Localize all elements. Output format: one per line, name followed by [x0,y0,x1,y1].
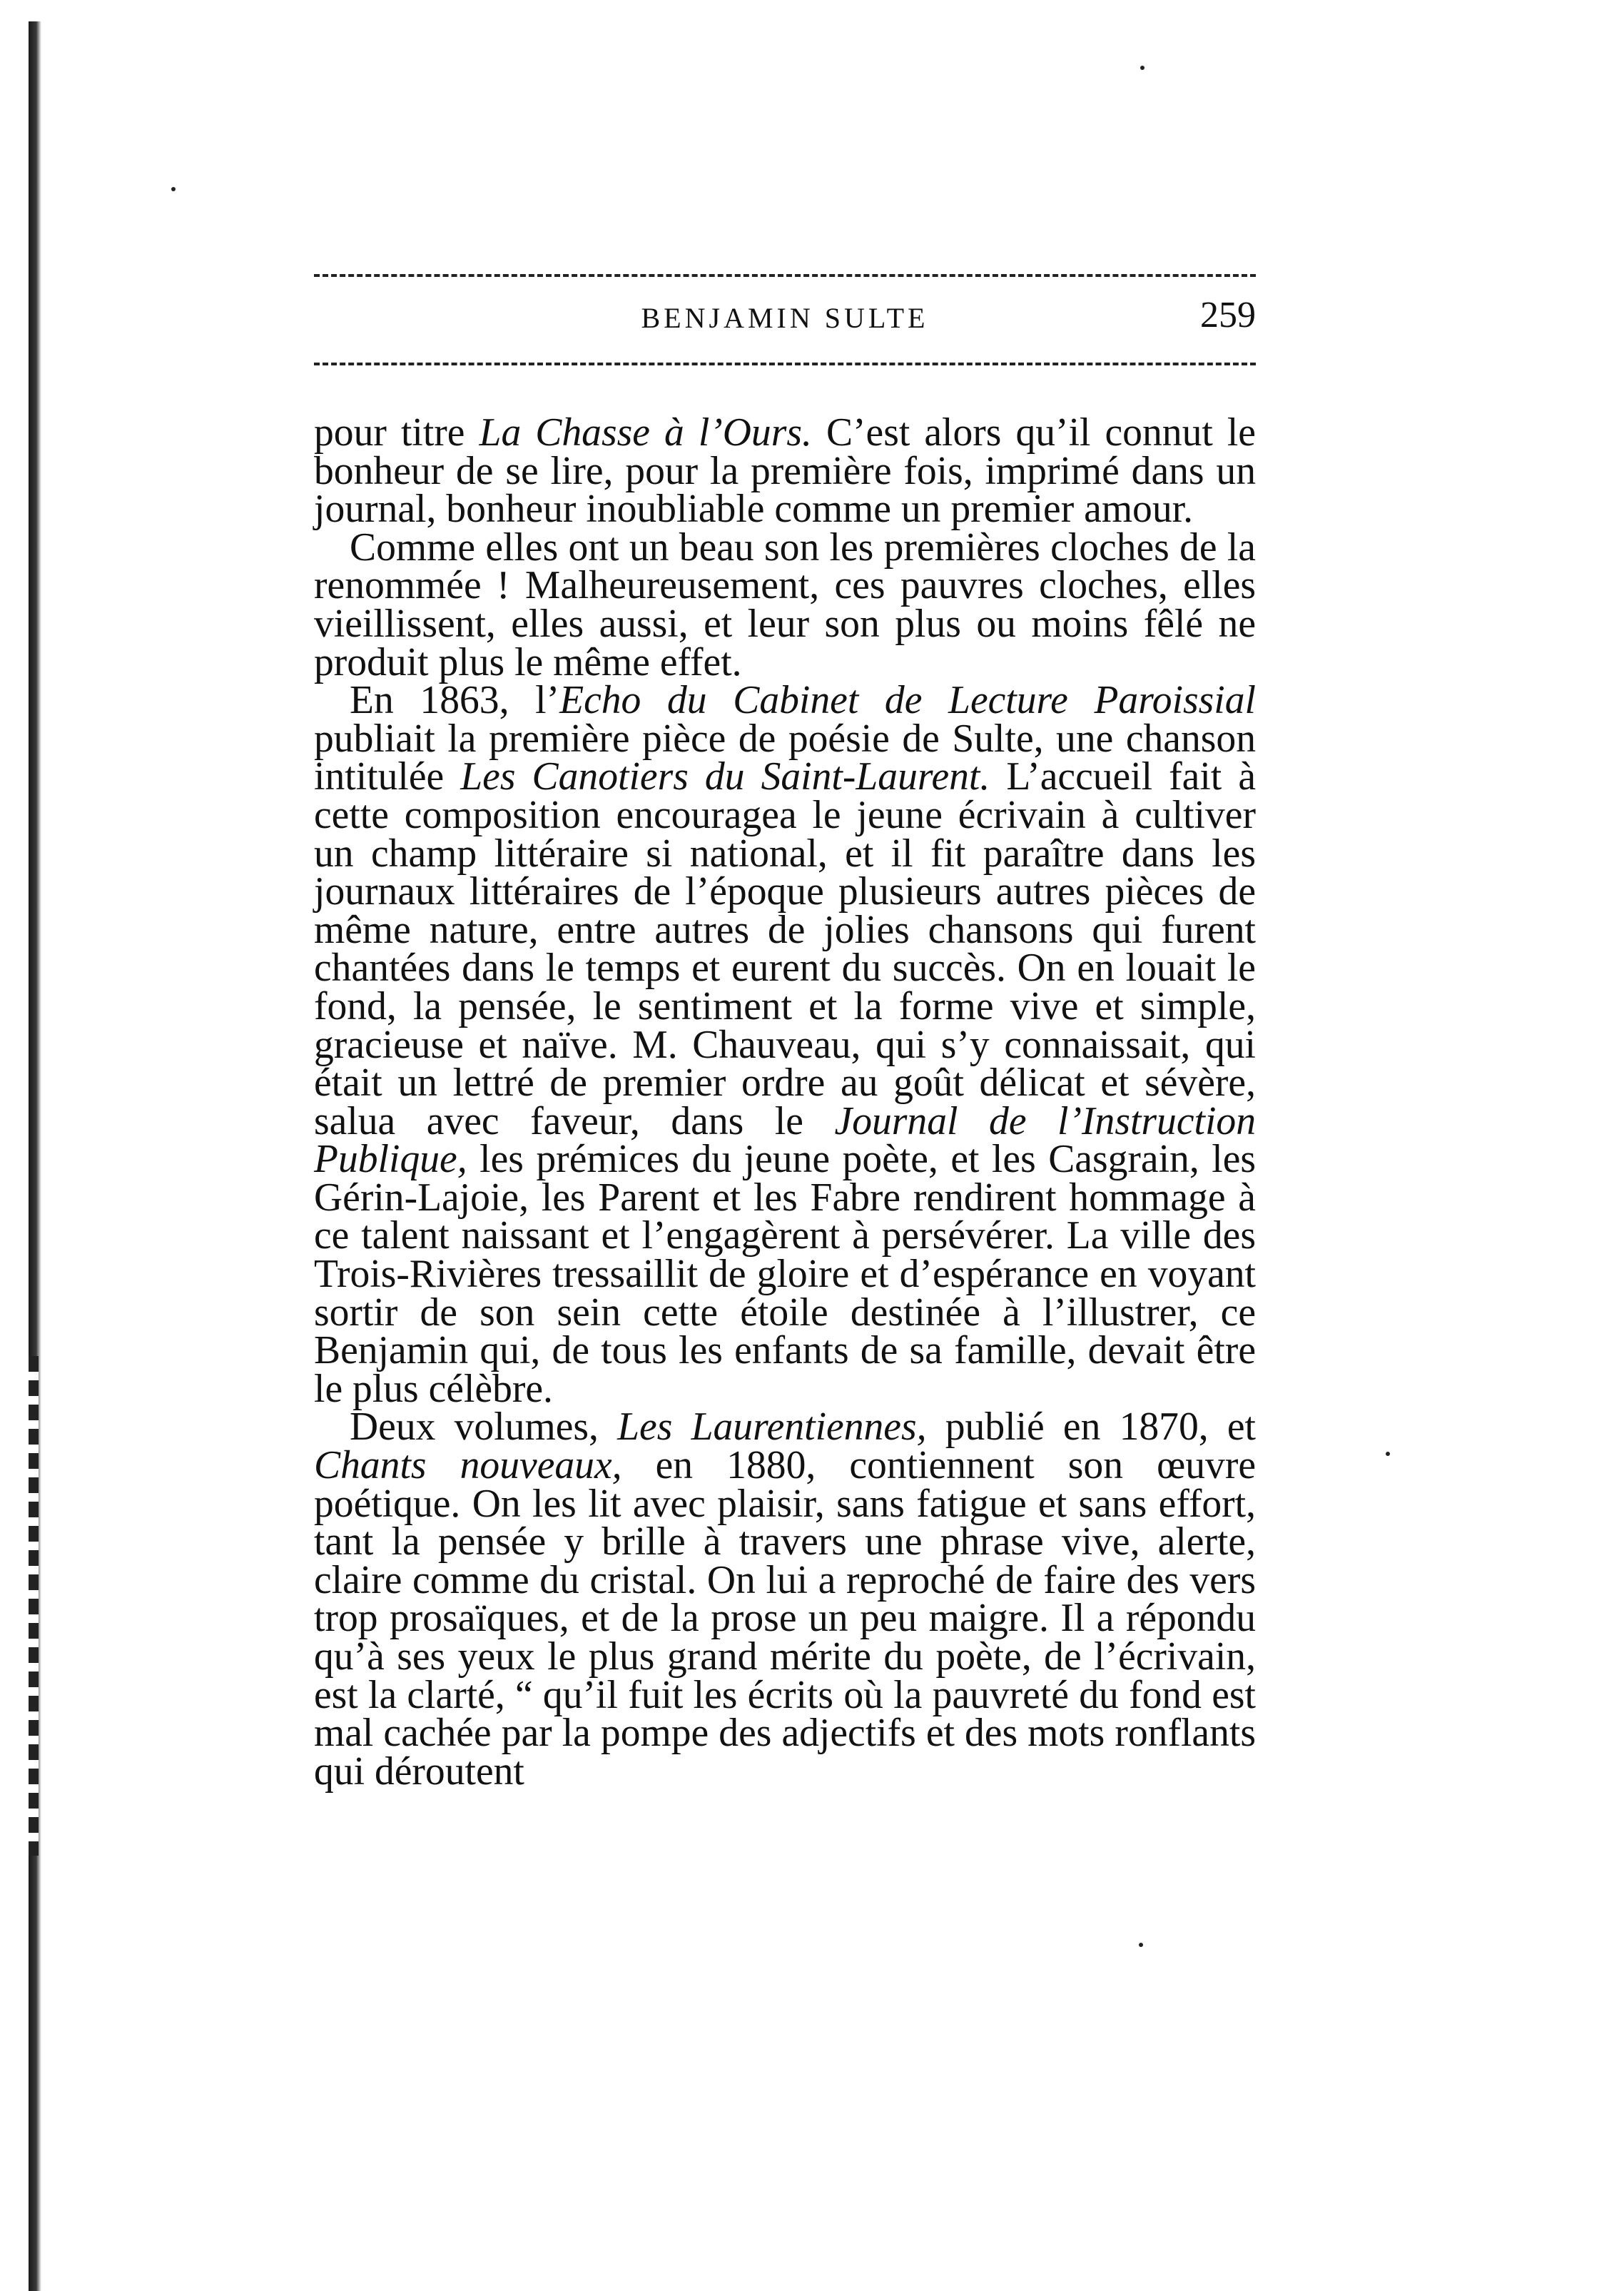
paragraph [314,1405,1257,1794]
page-binding-edge [29,21,41,2291]
paragraph [314,678,1256,1411]
print-speck [1386,1452,1390,1456]
text-segment: Deux volumes, [350,1405,618,1450]
text-segment: publié en 1870, et [926,1405,1256,1450]
text-segment: pour titre [314,410,479,455]
page-number: 259 [1200,295,1256,335]
print-speck [171,187,176,191]
italic-title: La Chasse à l’Ours. [479,410,812,455]
text-segment: les prémices du jeune poète, et les Casgrain, les Gérin-Lajoie, les Parent et les Fabre rendirent hommage à ce talent naissant et l’engagèrent à persévérer. La ville des Trois-Rivières tressaillit de gloire et d’espérance en voyant sortir de son sein cette étoile destinée à l’illustrer, ce Benjamin qui, de tous les enfants de sa famille, devait être le plus célèbre. [314,1137,1256,1411]
text-segment: L’accueil fait à cette composition encouragea le jeune écrivain à cultiver un champ littéraire si national, et il fit paraître dans les journaux littéraires de l’époque plusieurs autres pièces de même nature, entre autres de jolies chansons qui furent chantées dans le temps et eurent du succès. On en louait le fond, la pensée, le sentiment et la forme vive et simple, gracieuse et naïve. M. Chauveau, qui s’y connaissait, qui était un lettré de premier ordre au goût délicat et sévère, salua avec faveur, dans le [314,754,1256,1143]
running-title: BENJAMIN SULTE [641,302,929,334]
print-speck [1140,66,1145,70]
text-segment: C’est alors qu’il connut le bonheur de se lire, pour la première fois, imprimé dans un journal, bonheur inoubliable comme un premier amour. [314,410,1256,532]
print-speck [1139,1943,1143,1947]
page-binding-edge-lower [29,1356,39,1856]
text-segment: en 1880, contiennent son œuvre poétique. On les lit avec plaisir, sans fatigue et sans effort, tant la pensée y brille à travers une phrase vive, alerte, claire comme du cristal. On lui a reproché de faire des vers trop prosaïques, et de la prose un peu maigre. Il a répondu qu’à ses yeux le plus grand mérite du poète, de l’écrivain, est la clarté, “ qu’il fuit les écrits où la pauvreté du fond est mal cachée par la pompe des adjectifs et des mots ronflants qui déroutent [314,1443,1257,1794]
text-segment: En 1863, l’ [350,678,560,723]
paragraph [314,525,1256,684]
italic-title: Echo du Cabinet de Lecture Paroissial [559,678,1256,723]
body-text [314,410,1257,1794]
italic-title: Les Canotiers du Saint-Laurent. [460,754,990,799]
header-top-rule [314,274,1256,277]
running-head [314,294,1256,344]
paragraph [314,410,1256,532]
text-segment: Comme elles ont un beau son les premières cloches de la renommée ! Malheureusement, ces pauvres cloches, elles vieillissent, elles aussi, et leur son plus ou moins fêlé ne produit plus le même effet. [314,525,1256,684]
header-bottom-rule [314,363,1256,365]
italic-title: Journal de l’Instruction Publique, [314,1098,1256,1182]
text-segment: publiait la première pièce de poésie de Sulte, une chanson intitulée [314,716,1256,799]
italic-title: Les Laurentiennes, [617,1405,927,1450]
italic-title: Chants nouveaux, [314,1443,622,1488]
